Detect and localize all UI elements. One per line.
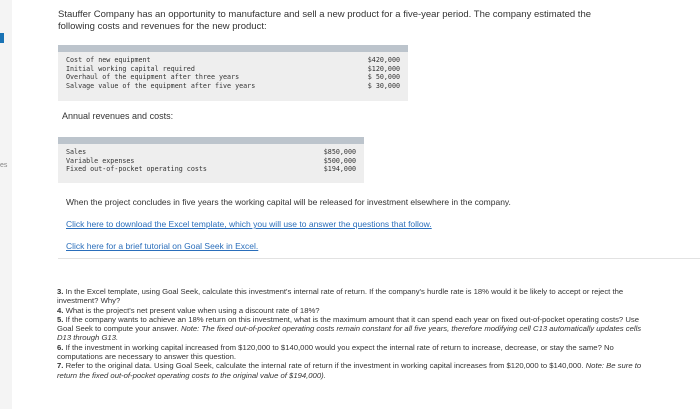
costs-row-value: $ 30,000 xyxy=(367,81,400,90)
question-item xyxy=(57,306,657,315)
question-item xyxy=(57,361,657,380)
costs-row-value: $120,000 xyxy=(367,64,400,73)
costs-row-value: $ 50,000 xyxy=(367,73,400,81)
question-item xyxy=(57,287,657,306)
question-text: In the Excel template, using Goal Seek, calculate this investment's internal rate of return. If the company's hurdle rate is 18% would it be likely to accept or reject the investment? Why? xyxy=(57,287,624,306)
question-item xyxy=(57,343,657,362)
costs-table-header-band xyxy=(58,45,408,52)
revenue-row-label: Fixed out-of-pocket operating costs xyxy=(66,165,207,173)
revenue-row-value: $500,000 xyxy=(323,156,356,165)
working-capital-conclusion: When the project concludes in five years the working capital will be released for investment elsewhere in the company. xyxy=(66,197,511,207)
question-number: 7. xyxy=(57,361,64,371)
revenue-table xyxy=(58,137,364,183)
revenue-row-value: $194,000 xyxy=(323,165,356,173)
question-number: 3. xyxy=(57,287,64,296)
question-note: Note: Be sure to return the fixed out-of-pocket operating costs to the original value of $194,000). xyxy=(57,361,642,380)
question-text: Refer to the original data. Using Goal Seek, calculate the internal rate of return if the investment in working capital increases from $120,000 to $140,000. xyxy=(65,361,584,371)
question-item xyxy=(57,315,657,343)
question-number: 4. xyxy=(57,305,64,315)
revenue-table-header-band xyxy=(58,137,364,144)
costs-row-label: Cost of new equipment xyxy=(66,56,151,64)
problem-intro: Stauffer Company has an opportunity to manufacture and sell a new product for a five-year period. The company estimated the following costs and revenues for the new product: xyxy=(58,9,592,32)
revenue-row-label: Variable expenses xyxy=(66,156,135,165)
sidebar-text-fragment: es xyxy=(0,162,8,169)
sidebar-marker xyxy=(0,33,4,43)
excel-template-link[interactable]: Click here to download the Excel template, which you will use to answer the questions that follow. xyxy=(66,219,432,229)
revenue-row-label: Sales xyxy=(66,148,87,156)
question-number: 6. xyxy=(57,342,64,352)
question-number: 5. xyxy=(57,314,64,324)
question-note: Note: The fixed out-of-pocket operating costs remain constant for all five years, therefore modifying cell C13 automatically updates cells D13 through G13. xyxy=(57,324,642,343)
costs-row-label: Overhaul of the equipment after three years xyxy=(66,73,240,81)
revenue-row-value: $850,000 xyxy=(323,148,356,156)
question-text: If the company wants to achieve an 18% return on this investment, what is the maximum amount that it can spend each year on fixed out-of-pocket operating costs? Use Goal Seek to compute your answer. xyxy=(57,314,640,334)
costs-row-label: Salvage value of the equipment after five years xyxy=(66,81,256,90)
costs-row-label: Initial working capital required xyxy=(66,64,195,73)
goal-seek-tutorial-link[interactable]: Click here for a brief tutorial on Goal Seek in Excel. xyxy=(66,241,259,251)
section-divider xyxy=(58,258,700,259)
questions-list xyxy=(57,287,657,380)
costs-table xyxy=(58,45,408,101)
left-sidebar xyxy=(0,0,12,409)
question-text: If the investment in working capital increased from $120,000 to $140,000 would you expect the internal rate of return to increase, decrease, or stay the same? No computations are necessary to answer this question. xyxy=(57,342,614,362)
question-text: What is the project's net present value when using a discount rate of 18%? xyxy=(65,305,320,315)
annual-revenues-label: Annual revenues and costs: xyxy=(62,111,174,121)
costs-row-value: $420,000 xyxy=(367,56,400,64)
